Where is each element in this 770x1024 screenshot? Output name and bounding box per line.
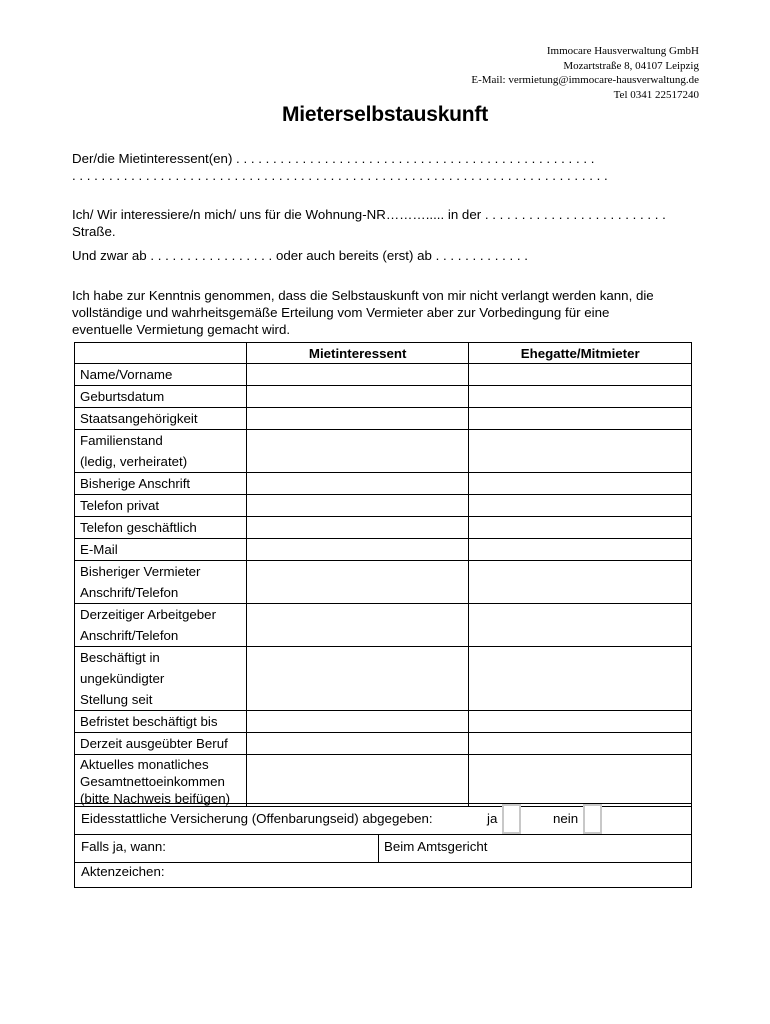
oath-divider-vertical (378, 834, 379, 862)
row-label (75, 733, 247, 755)
applicant-line-cont: . . . . . . . . . . . . . . . . . . . . . . . . . . . . . . . . . . . . . . . . . . . . . . . . . . . . . . . . . . . . . . . . . . . . . . . . . (72, 168, 608, 183)
row-label-line: E-Mail (80, 542, 118, 557)
row-label-line: (ledig, verheiratet) (80, 454, 188, 469)
oath-no-label: nein (553, 811, 579, 826)
street-line: Straße. (72, 224, 116, 239)
row-label (75, 647, 247, 711)
row-label-line: Geburtsdatum (80, 389, 165, 404)
row-label (75, 711, 247, 733)
row-label-line: Bisherige Anschrift (80, 476, 191, 491)
applicant-input-cell[interactable] (246, 473, 468, 495)
row-label (75, 604, 247, 647)
date-line: Und zwar ab . . . . . . . . . . . . . . . . . oder auch bereits (erst) ab . . . . . . . . . . . . . (72, 248, 528, 263)
oath-divider-1 (75, 834, 691, 835)
row-label (75, 755, 247, 807)
table-row (75, 408, 692, 430)
row-label-line: Derzeit ausgeübter Beruf (80, 736, 228, 751)
row-label-line: Stellung seit (80, 692, 153, 707)
row-label-line: Telefon geschäftlich (80, 520, 197, 535)
partner-input-cell[interactable] (469, 733, 692, 755)
row-label-line: Anschrift/Telefon (80, 585, 179, 600)
row-label (75, 517, 247, 539)
row-label (75, 495, 247, 517)
partner-input-cell[interactable] (469, 517, 692, 539)
row-label (75, 364, 247, 386)
applicant-input-cell[interactable] (246, 604, 468, 647)
oath-question: Eidesstattliche Versicherung (Offenbarungseid) abgegeben: (81, 811, 433, 826)
row-label-line: Befristet beschäftigt bis (80, 714, 218, 729)
applicant-input-cell[interactable] (246, 539, 468, 561)
partner-input-cell[interactable] (469, 430, 692, 473)
company-phone: Tel 0341 22517240 (613, 88, 699, 101)
oath-section (74, 803, 692, 888)
row-label-line: Familienstand (80, 433, 163, 448)
table-header-label (75, 343, 247, 364)
oath-yes-checkbox[interactable] (502, 804, 521, 834)
row-label (75, 561, 247, 604)
partner-input-cell[interactable] (469, 473, 692, 495)
table-header-applicant: Mietinteressent (246, 343, 468, 364)
table-row (75, 364, 692, 386)
table-row (75, 604, 692, 647)
table-row (75, 495, 692, 517)
partner-input-cell[interactable] (469, 561, 692, 604)
notice-line-1: Ich habe zur Kenntnis genommen, dass die Selbstauskunft von mir nicht verlangt werden kann, die (72, 288, 654, 303)
partner-input-cell[interactable] (469, 755, 692, 807)
applicant-input-cell[interactable] (246, 561, 468, 604)
table-row (75, 473, 692, 495)
table-row (75, 755, 692, 807)
row-label (75, 539, 247, 561)
table-header-partner: Ehegatte/Mitmieter (469, 343, 692, 364)
table-row (75, 561, 692, 604)
row-label (75, 473, 247, 495)
row-label-line: Derzeitiger Arbeitgeber (80, 607, 216, 622)
applicant-input-cell[interactable] (246, 495, 468, 517)
table-row (75, 733, 692, 755)
partner-input-cell[interactable] (469, 386, 692, 408)
oath-yes-label: ja (487, 811, 498, 826)
row-label-line: Gesamtnettoeinkommen (80, 774, 225, 789)
table-row (75, 539, 692, 561)
table-row (75, 517, 692, 539)
partner-input-cell[interactable] (469, 539, 692, 561)
row-label-line: Telefon privat (80, 498, 160, 513)
company-header (471, 44, 699, 102)
applicant-line: Der/die Mietinteressent(en) . . . . . . . . . . . . . . . . . . . . . . . . . . . . . . . . . . . . . . . . . . . . . . . . . (72, 151, 595, 166)
row-label-line: Name/Vorname (80, 367, 173, 382)
partner-input-cell[interactable] (469, 495, 692, 517)
notice-line-3: eventuelle Vermietung gemacht wird. (72, 322, 291, 337)
applicant-input-cell[interactable] (246, 755, 468, 807)
table-header-row (75, 343, 692, 364)
applicant-input-cell[interactable] (246, 733, 468, 755)
oath-file-number-field[interactable]: Aktenzeichen: (81, 864, 165, 879)
applicant-input-cell[interactable] (246, 386, 468, 408)
applicant-input-cell[interactable] (246, 408, 468, 430)
oath-when-field[interactable]: Falls ja, wann: (81, 839, 166, 854)
company-address: Mozartstraße 8, 04107 Leipzig (563, 59, 699, 72)
row-label-line: Beschäftigt in (80, 650, 160, 665)
row-label-line: ungekündigter (80, 671, 165, 686)
table-row (75, 711, 692, 733)
row-label (75, 408, 247, 430)
oath-no-checkbox[interactable] (583, 804, 602, 834)
notice-line-2: vollständige und wahrheitsgemäße Erteilung vom Vermieter aber zur Vorbedingung für eine (72, 305, 610, 320)
applicant-input-cell[interactable] (246, 647, 468, 711)
applicant-input-cell[interactable] (246, 430, 468, 473)
company-name: Immocare Hausverwaltung GmbH (546, 45, 699, 57)
applicant-input-cell[interactable] (246, 711, 468, 733)
partner-input-cell[interactable] (469, 604, 692, 647)
row-label-line: Aktuelles monatliches (80, 757, 209, 772)
partner-input-cell[interactable] (469, 408, 692, 430)
row-label (75, 430, 247, 473)
table-row (75, 430, 692, 473)
oath-divider-2 (75, 862, 691, 863)
apartment-line: Ich/ Wir interessiere/n mich/ uns für die Wohnung-NR………..... in der . . . . . . . . . . . . . . . . . . . . . . . . . (72, 207, 666, 222)
row-label-line: Staatsangehörigkeit (80, 411, 198, 426)
row-label-line: (bitte Nachweis beifügen) (80, 791, 231, 806)
row-label-line: Bisheriger Vermieter (80, 564, 201, 579)
applicant-input-cell[interactable] (246, 364, 468, 386)
applicant-table (74, 342, 692, 807)
partner-input-cell[interactable] (469, 711, 692, 733)
oath-court-field[interactable]: Beim Amtsgericht (384, 839, 488, 854)
table-row (75, 386, 692, 408)
partner-input-cell[interactable] (469, 364, 692, 386)
row-label-line: Anschrift/Telefon (80, 628, 179, 643)
row-label (75, 386, 247, 408)
applicant-input-cell[interactable] (246, 517, 468, 539)
table-row (75, 647, 692, 711)
company-email: E-Mail: vermietung@immocare-hausverwaltung.de (471, 74, 699, 86)
partner-input-cell[interactable] (469, 647, 692, 711)
document-title: Mieterselbstauskunft (281, 103, 489, 126)
